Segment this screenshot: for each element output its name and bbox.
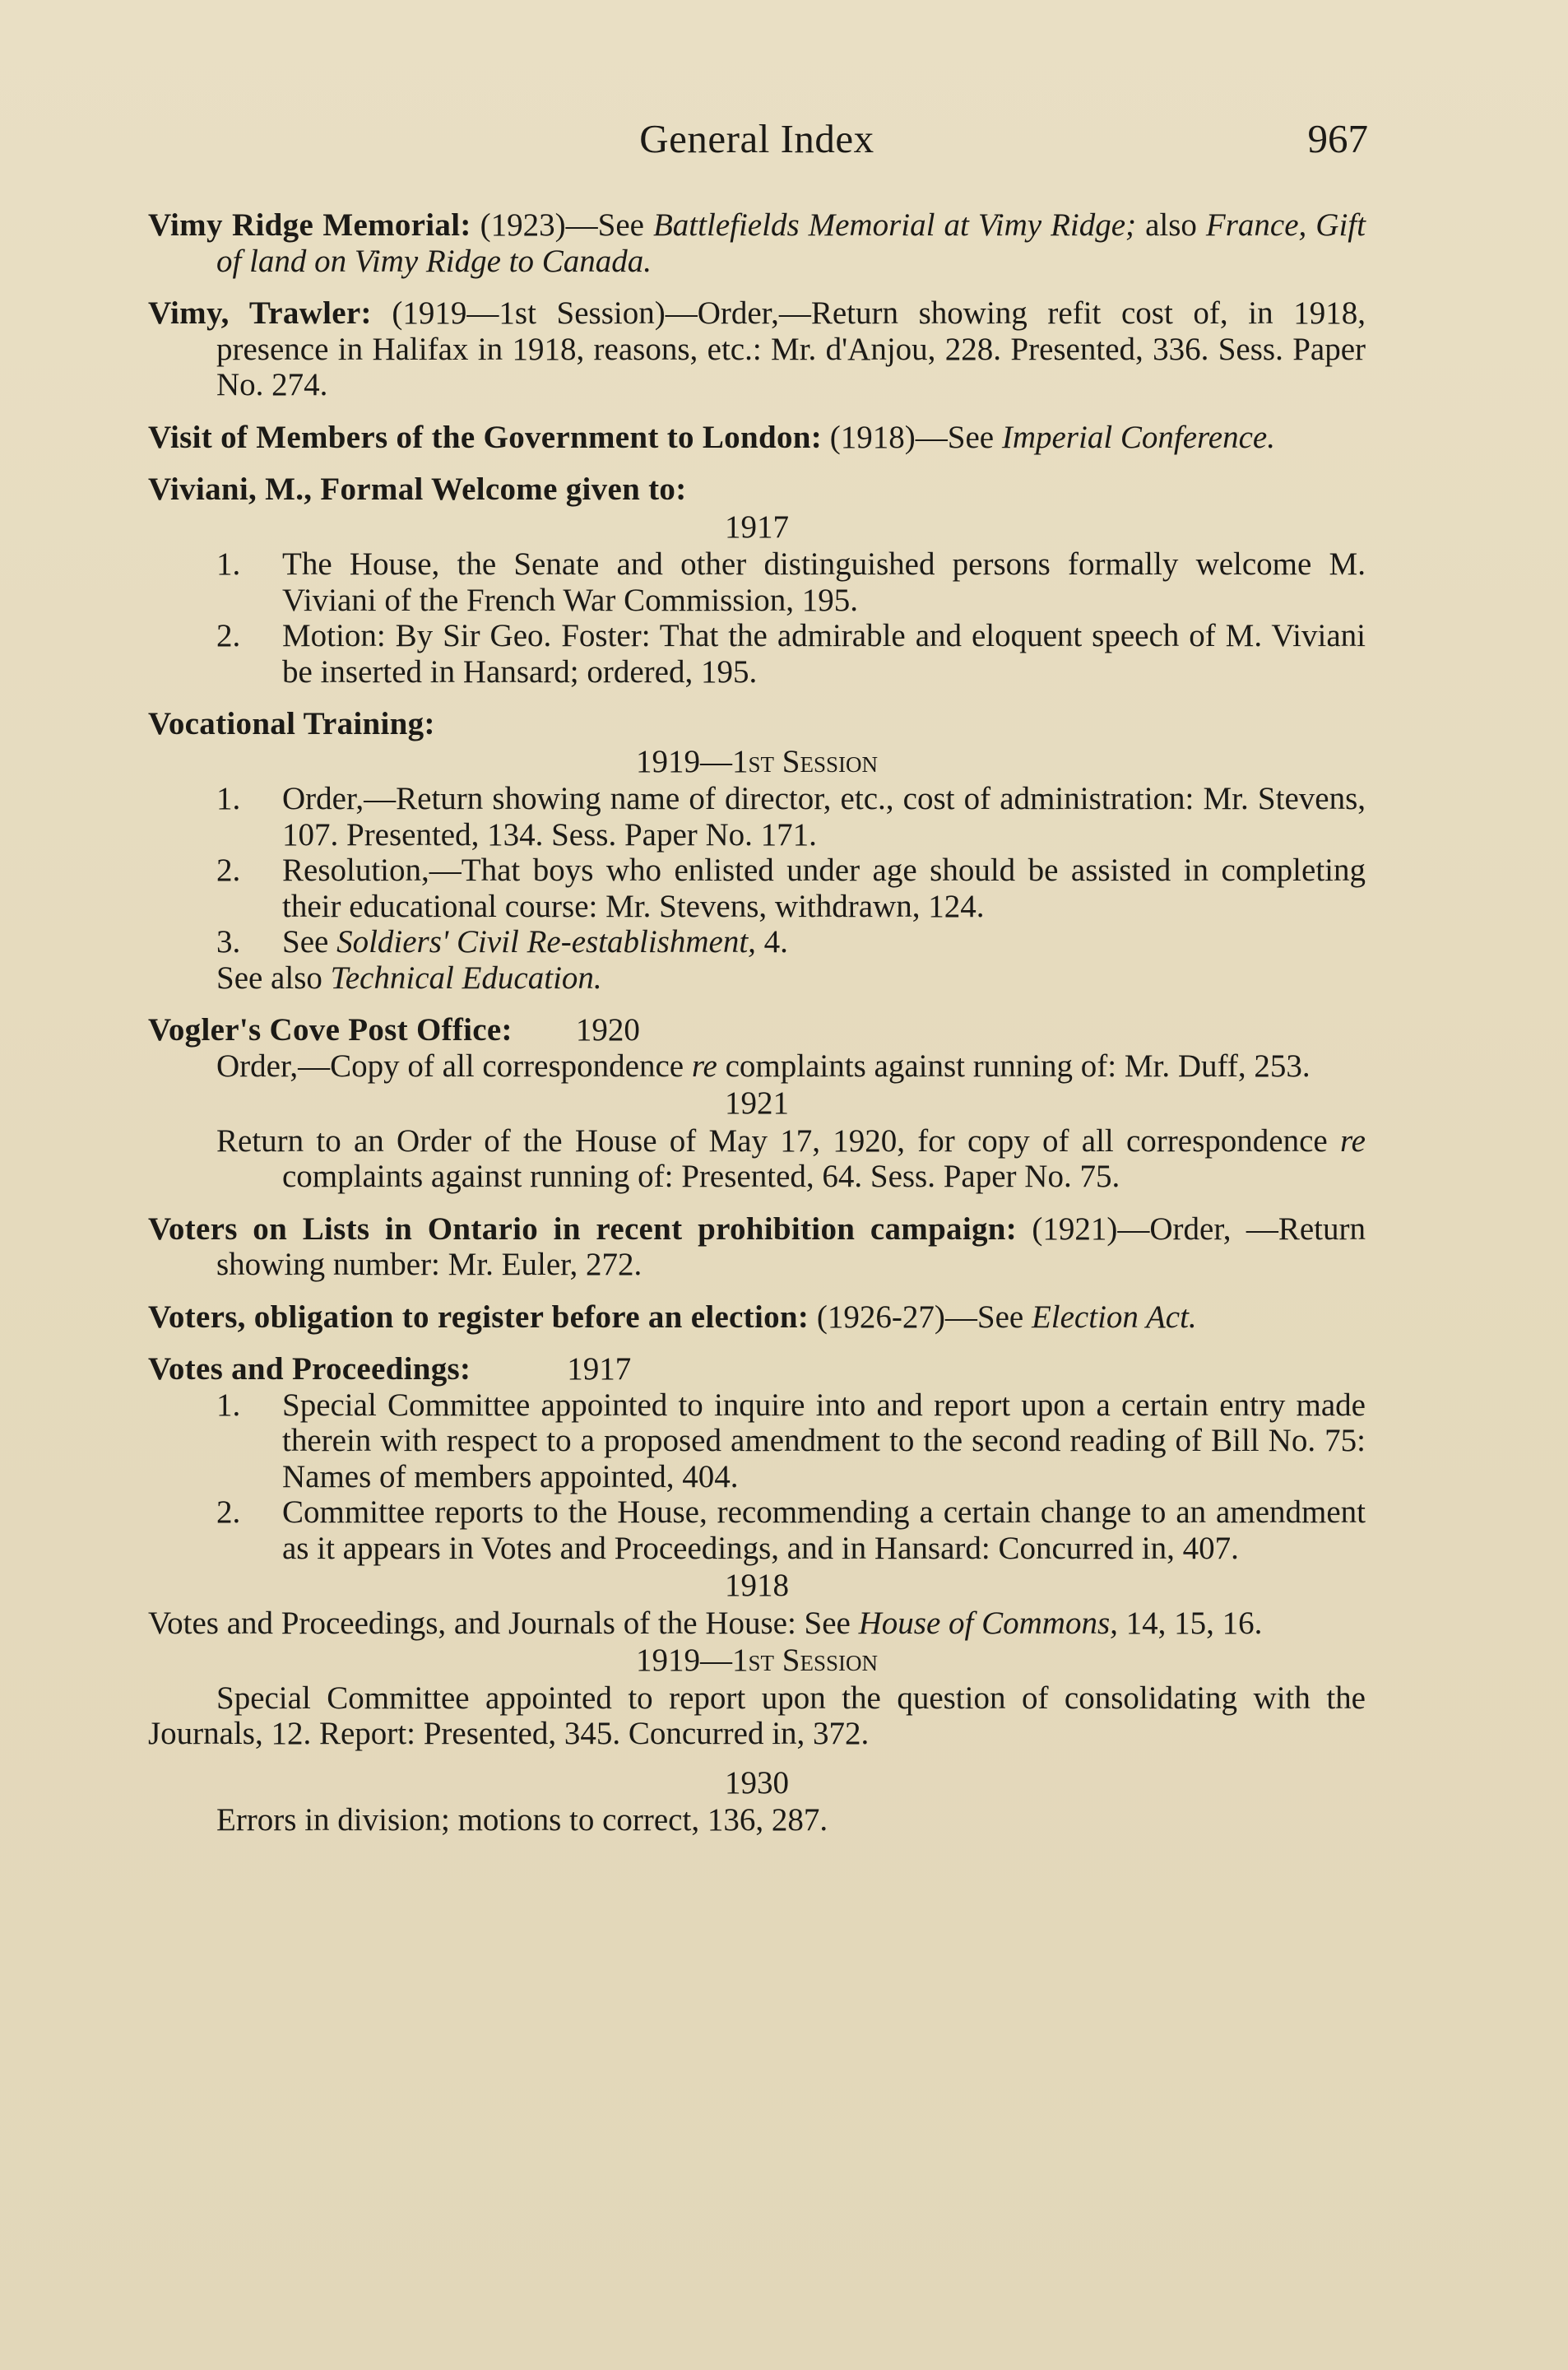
entry-vimy-trawler (148, 295, 1366, 403)
entry-visit-of-members (148, 420, 1366, 456)
page-title: General Index (639, 116, 874, 161)
item-number: 1. (216, 546, 241, 582)
cross-reference: Election Act. (1031, 1299, 1197, 1335)
entry-text: Votes and Proceedings: 1917 (148, 1351, 632, 1387)
entry-body: Special Committee appointed to report upon the question of consolidating with the Journals, 12. Report: Presented, 345. Concurred in, 372. (148, 1680, 1366, 1751)
list-item (148, 924, 1366, 960)
cross-reference: House of Commons, (858, 1605, 1118, 1641)
entry-body: (1918)—See (822, 419, 1002, 455)
entry-viviani (148, 472, 1366, 690)
item-text: Special Committee appointed to inquire into and report upon a certain entry made therein with respect to a proposed amendment to the second reading of Bill No. 75: Names of members appointed, 404. (282, 1387, 1366, 1494)
entry-heading: Vimy Ridge Memorial: (148, 207, 471, 243)
entry-heading: Voters on Lists in Ontario in recent prohibition campaign: (148, 1211, 1018, 1247)
entry-heading: Voters, obligation to register before an election: (148, 1299, 810, 1335)
entry-voglers-cove (148, 1012, 1366, 1195)
item-text: The House, the Senate and other distinguished persons formally welcome M. Viviani of the French War Commission, 195. (282, 546, 1366, 618)
entry-body-text: Votes and Proceedings, and Journals of the House: See (148, 1605, 859, 1641)
entry-body (148, 1606, 1366, 1642)
item-number: 2. (216, 853, 241, 888)
year-heading: 1917 (725, 509, 789, 545)
entry-body-text: Order,—Copy of all correspondence (216, 1048, 692, 1084)
entry-vimy-ridge-memorial (148, 207, 1366, 279)
entry-body: (1923)—See (471, 207, 653, 243)
entry-voters-on-lists (148, 1211, 1366, 1283)
item-number: 3. (216, 924, 241, 960)
cross-reference: Soldiers' Civil Re-establishment, (336, 924, 756, 960)
entry-body: (1926-27)—See (809, 1299, 1032, 1335)
list-item (148, 1387, 1366, 1495)
italic-re: re (691, 1048, 717, 1084)
item-text: Motion: By Sir Geo. Foster: That the admirable and eloquent speech of M. Viviani be inserted in Hansard; ordered, 195. (282, 618, 1366, 690)
entry-text (148, 472, 1366, 508)
entry-text (148, 420, 1366, 456)
list-item (148, 618, 1366, 690)
item-text: See (282, 924, 337, 960)
cross-reference: Battlefields Memorial at Vimy Ridge; (652, 207, 1137, 243)
entry-text (148, 1211, 1366, 1283)
entry-text (148, 706, 1366, 742)
entry-heading: Votes and Proceedings: (148, 1351, 471, 1387)
year-heading: 1919—1st Session (636, 1643, 878, 1678)
see-also (148, 960, 1366, 997)
item-number: 2. (216, 618, 241, 653)
item-text: Order,—Return showing name of director, etc., cost of administration: Mr. Stevens, 107. Presented, 134. Sess. Paper No. 171. (282, 781, 1366, 853)
page-number: 967 (1307, 116, 1368, 161)
entry-heading: Vimy, Trawler: (148, 295, 372, 331)
entry-text: Vogler's Cove Post Office: 1920 (148, 1012, 640, 1048)
entry-body: Errors in division; motions to correct, 136, 287. (216, 1802, 828, 1838)
running-head (148, 115, 1366, 181)
entry-body (148, 1048, 1366, 1085)
index-body (148, 207, 1366, 1838)
entry-heading: Vocational Training: (148, 706, 435, 741)
entry-text (148, 1299, 1366, 1336)
italic-re: re (1339, 1122, 1366, 1159)
year-heading: 1918 (725, 1568, 789, 1603)
entry-vocational-training (148, 706, 1366, 996)
list-item (148, 546, 1366, 618)
item-number: 2. (216, 1494, 241, 1530)
year-heading: 1921 (725, 1085, 789, 1121)
list-item (148, 1494, 1366, 1566)
cross-reference: Technical Education. (330, 960, 602, 996)
entry-body-text: 14, 15, 16. (1117, 1605, 1263, 1641)
entry-heading: Viviani, M., Formal Welcome given to: (148, 472, 687, 507)
item-number: 1. (216, 1387, 241, 1423)
entry-body (148, 1123, 1366, 1195)
cross-reference: France, Gift of land on Vimy Ridge to Canada. (216, 207, 1366, 279)
entry-body: (1921)—Order, —Return showing number: Mr. Euler, 272. (216, 1211, 1366, 1282)
see-also-label: See also (216, 960, 331, 996)
entry-votes-and-proceedings (148, 1351, 1366, 1838)
list-item (148, 853, 1366, 924)
item-text: Resolution,—That boys who enlisted under age should be assisted in completing their educational course: Mr. Stevens, withdrawn, 124. (282, 853, 1366, 924)
entry-voters-obligation (148, 1299, 1366, 1336)
entry-body-text: Return to an Order of the House of May 17, 1920, for copy of all correspondence (216, 1122, 1340, 1159)
entry-body: (1919—1st Session)—Order,—Return showing refit cost of, in 1918, presence in Halifax in 1918, reasons, etc.: Mr. d'Anjou, 228. Presented, 336. Sess. Paper No. 274. (216, 295, 1366, 402)
item-text: 4. (755, 924, 788, 960)
item-text: Committee reports to the House, recommending a certain change to an amendment as it appears in Votes and Proceedings, and in Hansard: Concurred in, 407. (282, 1494, 1366, 1566)
cross-reference: Imperial Conference. (1001, 419, 1275, 455)
entry-text (148, 207, 1366, 279)
item-number: 1. (216, 781, 241, 816)
entry-body-text: complaints against running of: Mr. Duff, 253. (717, 1048, 1311, 1084)
entry-body-text: complaints against running of: Presented, 64. Sess. Paper No. 75. (282, 1159, 1120, 1194)
year-heading: 1930 (725, 1764, 789, 1801)
entry-heading: Vogler's Cove Post Office: (148, 1012, 513, 1048)
list-item (148, 781, 1366, 853)
entry-body: also (1136, 207, 1206, 243)
year-heading: 1919—1st Session (636, 743, 878, 779)
entry-heading: Visit of Members of the Government to London: (148, 419, 823, 455)
entry-text (148, 295, 1366, 403)
